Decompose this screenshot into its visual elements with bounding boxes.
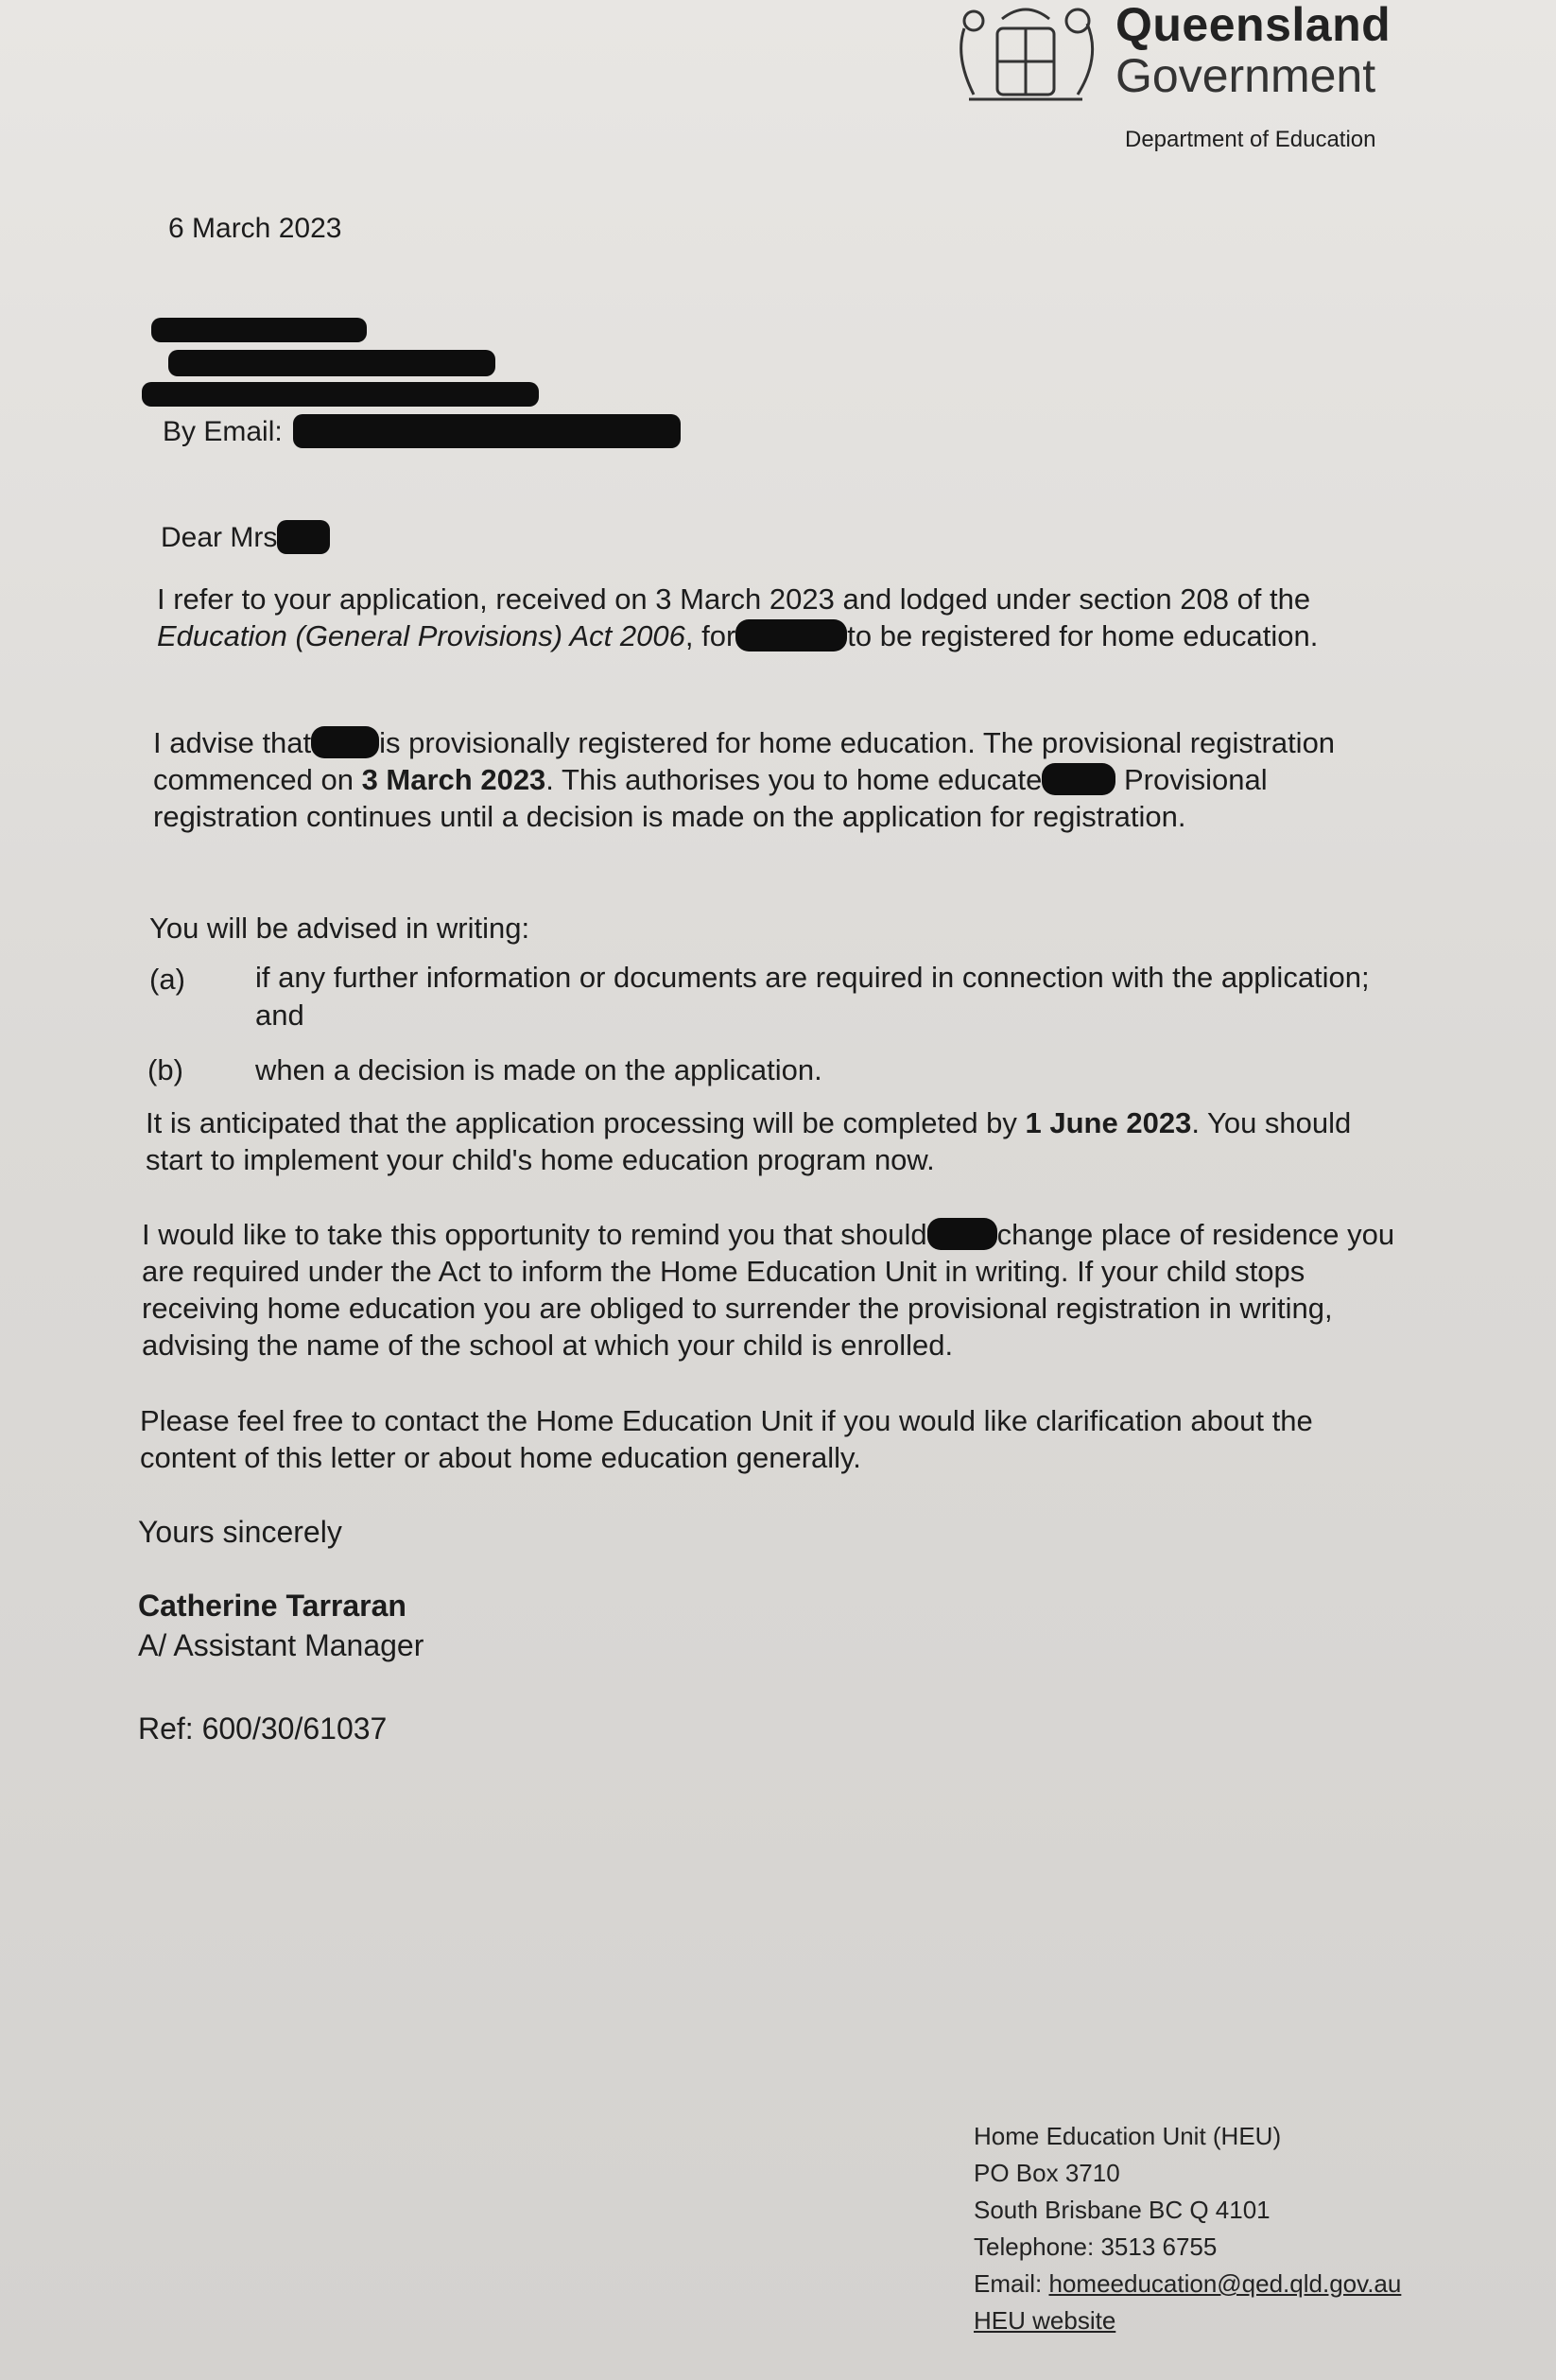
paragraph-provisional-registration: I advise that is provisionally registered for home education. The provisional registration commenced on 3 March 2023. This authorises you to home educate Provisional registration continues until a decision is made on the application for registration. [153,726,1336,833]
footer-email-row [974,2266,1401,2302]
footer-website-link[interactable]: HEU website [974,2306,1116,2335]
redacted-address-line [142,382,539,407]
paragraph-application: I refer to your application, received on 3 March 2023 and lodged under section 208 of the Education (General Provisions) Act 2006, for to be registered for home education. [157,582,1319,652]
redacted-name [277,520,330,554]
salutation-text: Dear Mrs [161,522,278,553]
paragraph-processing: It is anticipated that the application processing will be completed by 1 June 2023. You should start to implement your child's home education program now. [146,1106,1352,1176]
redacted-child-name [311,726,379,758]
footer-unit: Home Education Unit (HEU) [974,2122,1282,2150]
footer-po-box: PO Box 3710 [974,2159,1120,2187]
paragraph-reminder: I would like to take this opportunity to remind you that should change place of residence you are required under the Act to inform the Home Education Unit in writing. If your child stops receiving home education you are obliged to surrender the provisional registration in writing, advising the name of the school at which your child is enrolled. [142,1218,1395,1362]
signatory-title: A/ Assistant Manager [138,1628,424,1662]
footer-email-link[interactable]: homeeducation@qed.qld.gov.au [1048,2269,1402,2298]
brand-subtitle: Government [1115,49,1376,102]
redacted-child-name [927,1218,997,1250]
reference-number: Ref: 600/30/61037 [138,1711,388,1746]
paragraph-contact: Please feel free to contact the Home Education Unit if you would like clarification about the content of this letter or about home education generally. [140,1404,1313,1474]
brand-name: Queensland [1115,0,1392,51]
queensland-coat-of-arms-logo [945,0,1106,113]
redacted-child-name [1042,763,1115,795]
department-name: Department of Education [1125,127,1376,152]
list-item-b: when a decision is made on the application. [255,1053,822,1086]
signatory-name: Catherine Tarraran [138,1589,406,1623]
redacted-child-name [735,619,847,651]
list-label-b: (b) [147,1053,183,1086]
footer-telephone: Telephone: 3513 6755 [974,2232,1218,2261]
list-label-a: (a) [149,963,185,996]
letter-date: 6 March 2023 [168,213,342,244]
redacted-address-line [168,350,495,376]
closing: Yours sincerely [138,1515,342,1549]
redacted-email [293,414,681,448]
registration-date: 3 March 2023 [361,763,546,796]
completion-date: 1 June 2023 [1025,1106,1192,1139]
act-title: Education (General Provisions) Act 2006 [157,619,685,652]
footer-email-label: Email: [974,2269,1043,2298]
advised-intro: You will be advised in writing: [149,912,530,945]
footer-city: South Brisbane BC Q 4101 [974,2196,1271,2224]
footer-contact-block [974,2118,1401,2339]
by-email-label: By Email: [163,416,283,447]
salutation [161,520,330,554]
list-item-a: if any further information or documents are required in connection with the application; and [255,961,1370,1032]
redacted-address-line [151,318,367,342]
